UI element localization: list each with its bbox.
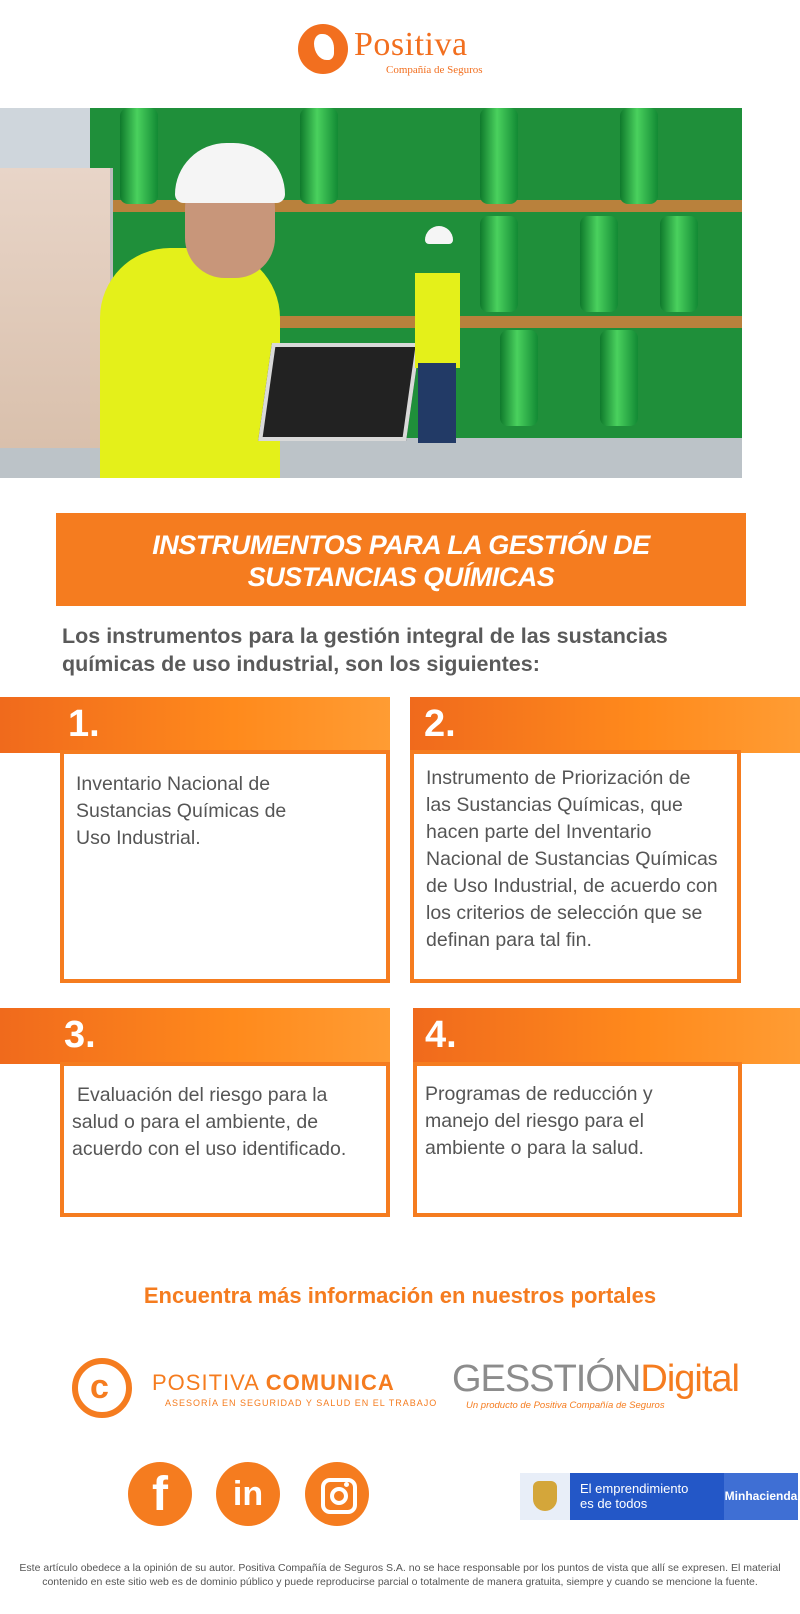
card-2-header	[410, 697, 800, 753]
gov-slogan	[570, 1473, 724, 1520]
gestion-digital-name-a: GESSTIÓN	[452, 1358, 641, 1400]
ministry-name: Minhacienda	[724, 1473, 798, 1520]
card-4-line: ambiente o para la salud.	[425, 1137, 644, 1159]
brand-tagline: Compañía de Seguros	[386, 64, 483, 76]
gov-slogan-line-1: El emprendimiento	[580, 1481, 689, 1496]
card-1-line: Inventario Nacional de	[76, 773, 271, 795]
card-2-line: las Sustancias Químicas, que	[426, 794, 683, 816]
card-2-line: definan para tal fin.	[426, 929, 592, 951]
card-3-line: salud o para el ambiente, de	[72, 1111, 319, 1133]
gestion-digital-link[interactable]	[452, 1358, 739, 1401]
barrel	[600, 330, 638, 426]
card-4-header	[413, 1008, 800, 1064]
card-3-text	[72, 1082, 384, 1163]
disclaimer-line-1: Este artículo obedece a la opinión de su autor. Positiva Compañía de Seguros S.A. no se hace responsable por los puntos de vista que allí se expresen. El material	[19, 1562, 781, 1574]
instagram-lens	[330, 1487, 348, 1505]
barrel	[120, 108, 158, 204]
card-1-line: Sustancias Químicas de	[76, 800, 287, 822]
facebook-icon[interactable]: f	[128, 1462, 192, 1526]
gov-badge	[520, 1473, 798, 1520]
positiva-comunica-icon[interactable]: c	[72, 1358, 132, 1418]
card-3-header	[0, 1008, 390, 1064]
background-worker	[415, 273, 460, 368]
colombia-seal-icon	[520, 1473, 570, 1520]
gestion-digital-name-b: Digital	[640, 1358, 739, 1400]
portals-cta: Encuentra más información en nuestros portales	[143, 1283, 657, 1308]
positiva-logo-icon	[298, 24, 348, 74]
card-3-line: Evaluación del riesgo para la	[77, 1084, 328, 1106]
barrel	[660, 216, 698, 312]
linkedin-icon[interactable]: in	[216, 1462, 280, 1526]
card-2-number: 2.	[424, 703, 456, 745]
hero-photo	[0, 108, 742, 478]
barrel	[500, 330, 538, 426]
card-4-line: manejo del riesgo para el	[425, 1110, 644, 1132]
worker-vest	[100, 248, 280, 478]
barrel	[480, 216, 518, 312]
card-2-line: de Uso Industrial, de acuerdo con	[426, 875, 718, 897]
title-line-2: SUSTANCIAS QUÍMICAS	[247, 562, 555, 592]
barrel	[480, 108, 518, 204]
card-1-number: 1.	[68, 703, 100, 745]
gestion-digital-subtitle: Un producto de Positiva Compañía de Seguros	[466, 1400, 665, 1411]
intro-line-2: químicas de uso industrial, son los siguientes:	[62, 652, 540, 676]
barrel	[620, 108, 658, 204]
ibc-tank	[0, 168, 113, 448]
intro-text	[62, 622, 742, 678]
barrel	[300, 108, 338, 204]
disclaimer-line-2: contenido en este sitio web es de dominio público y puede reproducirse parcial o totalmente de manera gratuita, siempre y cuando se mencione la fuente.	[42, 1576, 758, 1588]
instagram-icon[interactable]	[305, 1462, 369, 1526]
card-2-line: Instrumento de Priorización de	[426, 767, 691, 789]
brand-name: Positiva	[354, 26, 468, 63]
card-2-text	[426, 765, 738, 954]
positiva-comunica-link[interactable]	[152, 1370, 395, 1396]
card-4-text	[425, 1081, 737, 1162]
card-4-number: 4.	[425, 1014, 457, 1056]
card-2-line: hacen parte del Inventario	[426, 821, 652, 843]
disclaimer	[10, 1561, 790, 1589]
gov-slogan-line-2: es de todos	[580, 1496, 648, 1511]
background-worker-legs	[418, 363, 456, 443]
card-3-number: 3.	[64, 1014, 96, 1056]
card-3-line: acuerdo con el uso identificado.	[72, 1138, 347, 1160]
card-2-line: Nacional de Sustancias Químicas	[426, 848, 718, 870]
title-line-1: INSTRUMENTOS PARA LA GESTIÓN DE	[152, 530, 650, 560]
card-4-line: Programas de reducción y	[425, 1083, 653, 1105]
intro-line-1: Los instrumentos para la gestión integral de las sustancias	[62, 624, 668, 648]
positiva-logo	[298, 24, 508, 78]
title-banner	[56, 513, 746, 606]
positiva-comunica-name-a: POSITIVA	[152, 1370, 259, 1395]
laptop	[258, 343, 420, 441]
page-title	[56, 529, 746, 593]
instagram-dot	[344, 1482, 349, 1487]
card-2-line: los criterios de selección que se	[426, 902, 703, 924]
barrel	[580, 216, 618, 312]
card-1-text	[76, 771, 376, 852]
card-1-line: Uso Industrial.	[76, 827, 201, 849]
positiva-comunica-subtitle: ASESORÍA EN SEGURIDAD Y SALUD EN EL TRABAJO	[165, 1398, 438, 1408]
positiva-comunica-name-b: COMUNICA	[265, 1370, 395, 1395]
card-1-header	[0, 697, 390, 753]
